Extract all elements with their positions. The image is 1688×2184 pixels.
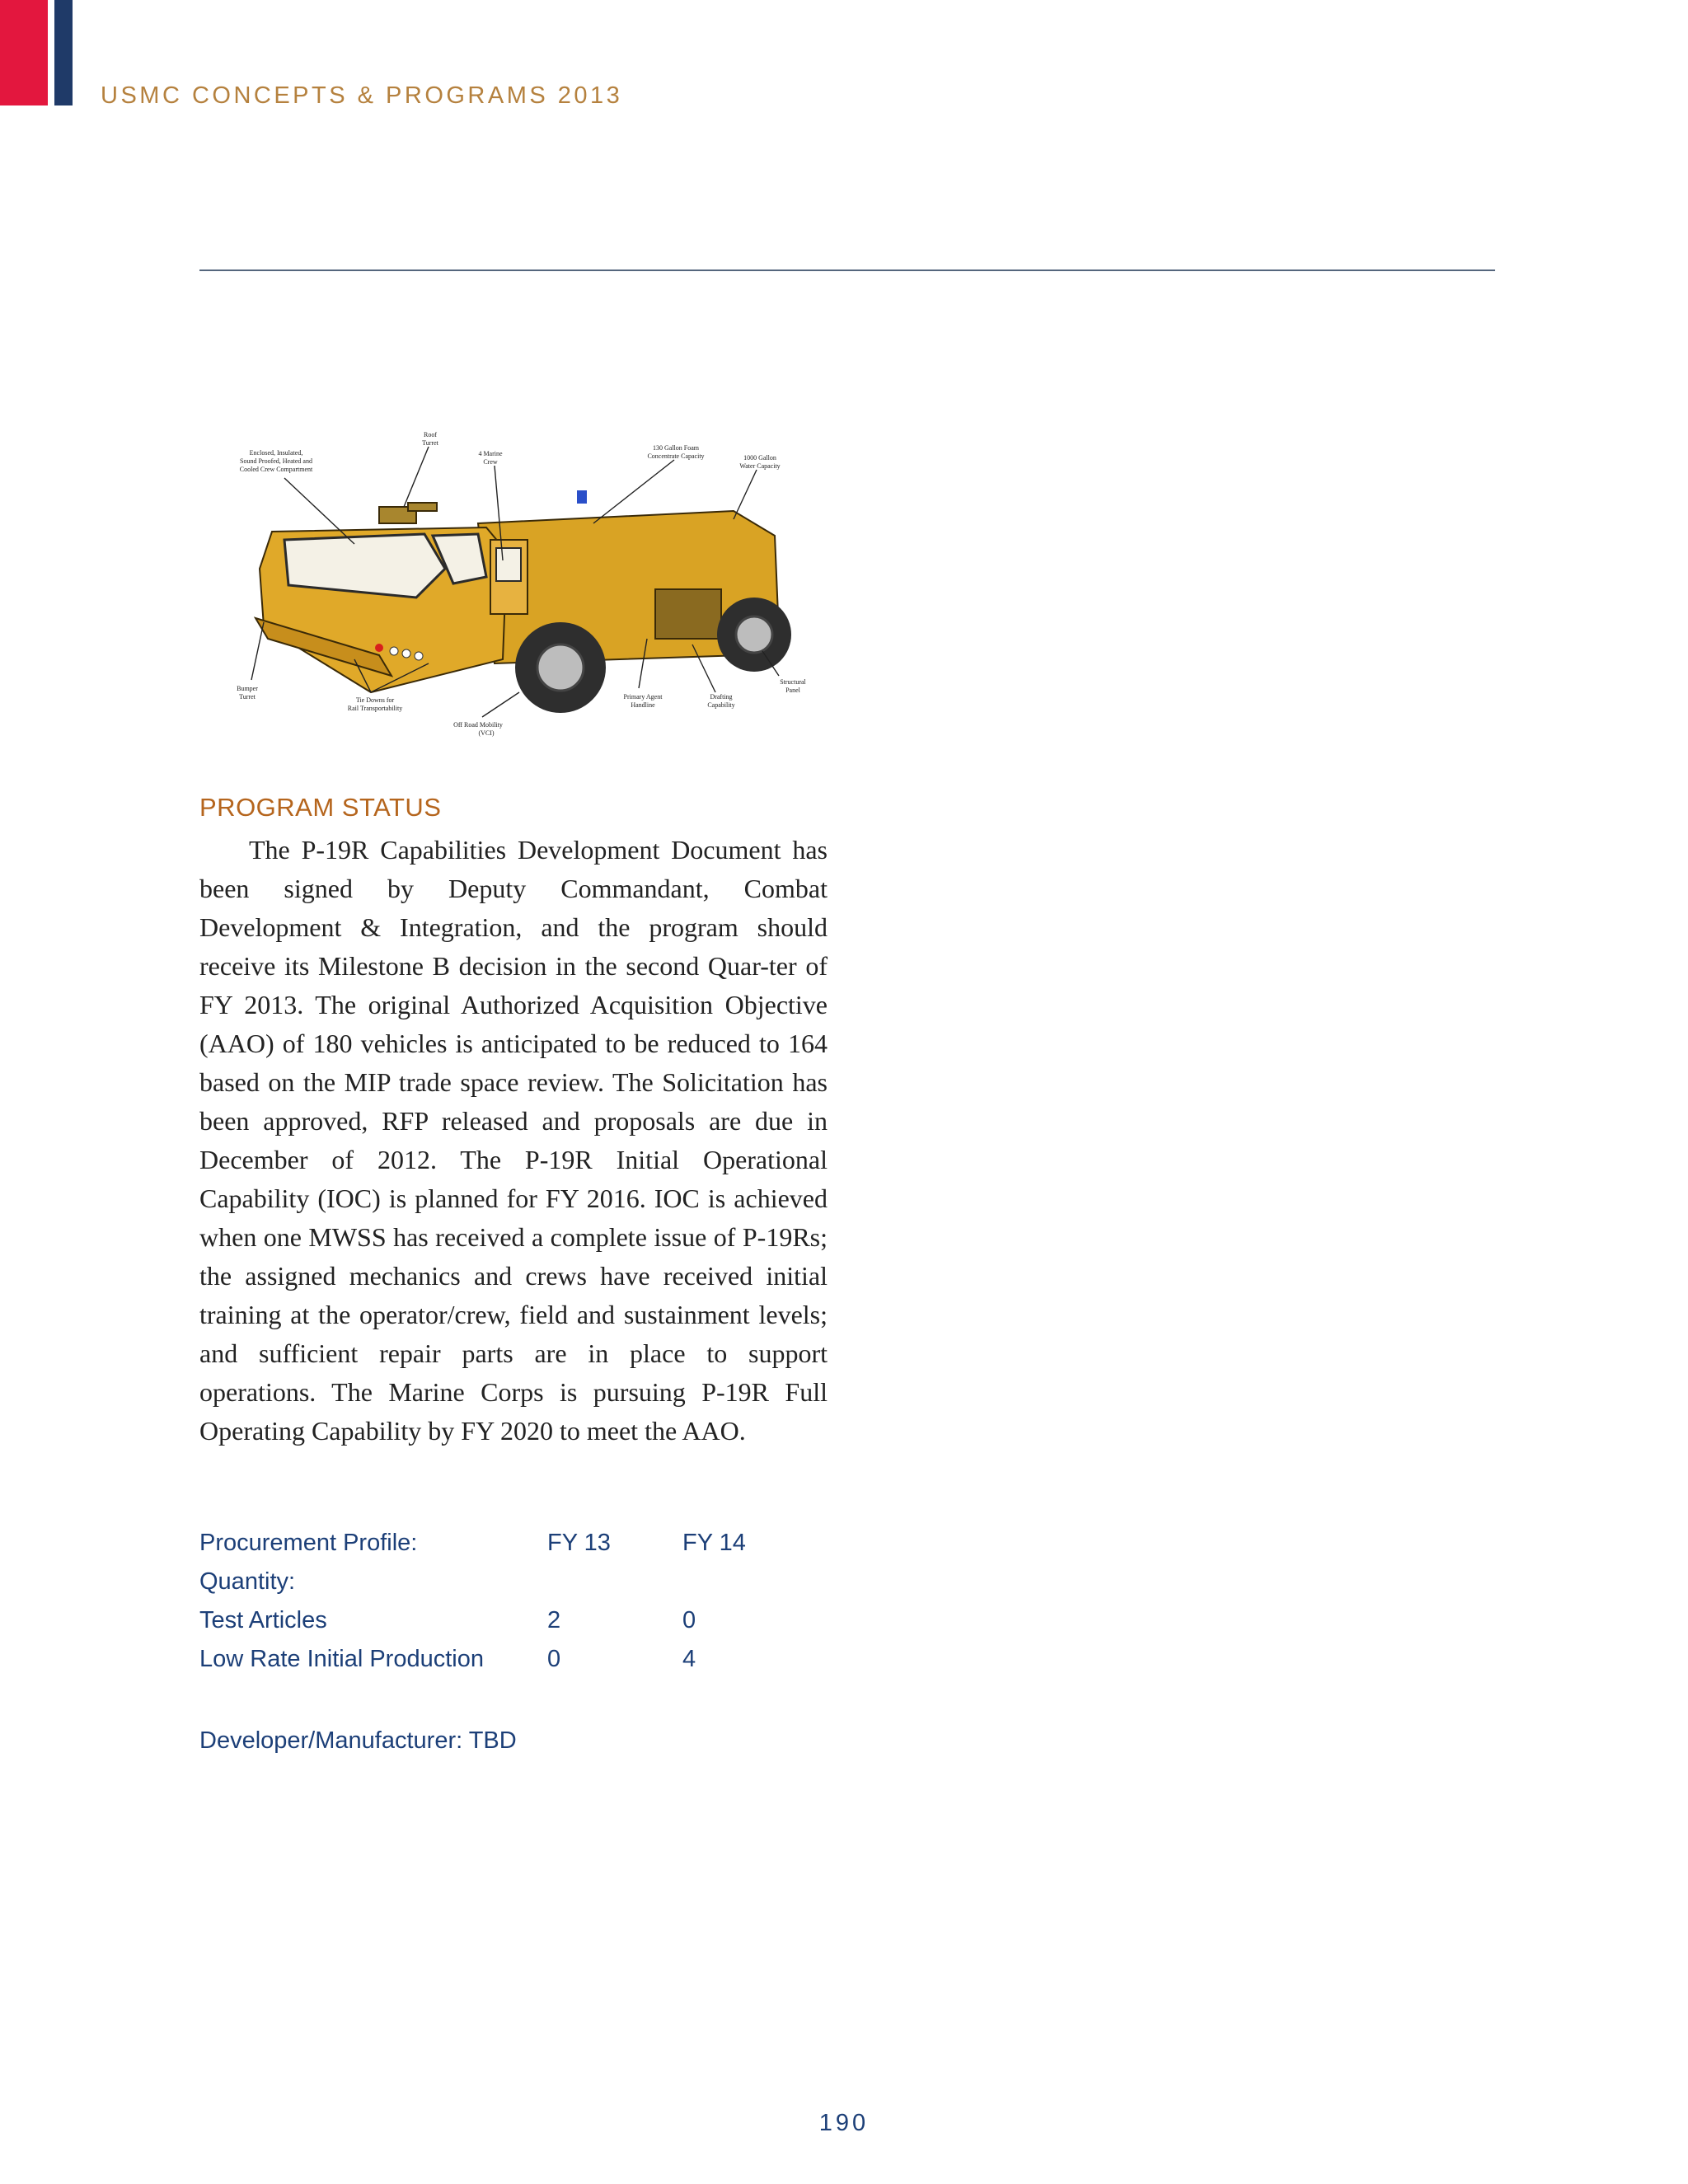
callout-bumper-turret-2: Turret — [239, 693, 256, 701]
callout-structural-panel-1: Structural — [780, 678, 806, 686]
row-fy14-value: 0 — [682, 1607, 696, 1633]
callout-water-capacity-1: 1000 Gallon — [743, 454, 776, 462]
callout-crew-compartment-2: Sound Proofed, Heated and — [240, 457, 312, 465]
callout-drafting-2: Capability — [707, 701, 735, 709]
callout-foam-capacity-2: Concentrate Capacity — [647, 452, 705, 460]
callout-off-road-1: Off Road Mobility — [453, 721, 503, 729]
callout-water-capacity-2: Water Capacity — [739, 462, 781, 470]
callout-tie-downs-2: Rail Transportability — [347, 705, 403, 712]
callout-primary-agent-2: Handline — [631, 701, 655, 709]
callout-crew-compartment-3: Cooled Crew Compartment — [239, 466, 313, 473]
callout-roof-turret-2: Turret — [422, 439, 438, 447]
fire-truck-body — [256, 490, 791, 713]
program-status-body: The P-19R Capabilities Development Document has been signed by Deputy Commandant, Combat Development & Integration, and the program should receive its Milestone B decision in the second Quar-ter of FY 2013. The original Authorized Acquisition Objective (AAO) of 180 vehicles is anticipated to be reduced to 164 based on the MIP trade space review. The Solicitation has been approved, RFP released and proposals are due in December of 2012. The P-19R Initial Operational Capability (IOC) is planned for FY 2016. IOC is achieved when one MWSS has received a complete issue of P-19Rs; the assigned mechanics and crews have received initial training at the operator/crew, field and sustainment levels; and sufficient repair parts are in place to support operations. The Marine Corps is pursuing P-19R Full Operating Capability by FY 2020 to meet the AAO. — [199, 835, 828, 1446]
quantity-label: Quantity: — [199, 1568, 296, 1595]
callout-crew-compartment-1: Enclosed, Insulated, — [249, 449, 303, 457]
header-rule — [199, 269, 1495, 271]
fy13-header: FY 13 — [547, 1530, 611, 1556]
header-red-bar — [0, 0, 48, 105]
callout-roof-turret-1: Roof — [424, 431, 437, 438]
row-fy13-value: 2 — [547, 1607, 561, 1633]
callout-marine-crew-1: 4 Marine — [478, 450, 503, 457]
page-number: 190 — [818, 2110, 870, 2136]
procurement-profile-label: Procurement Profile: — [199, 1530, 418, 1556]
row-fy14-value: 4 — [682, 1646, 696, 1672]
callout-off-road-2: (VCI) — [478, 729, 495, 737]
row-label: Low Rate Initial Production — [199, 1646, 484, 1672]
header-navy-bar — [54, 0, 73, 105]
callout-marine-crew-2: Crew — [483, 458, 498, 466]
callout-tie-downs-1: Tie Downs for — [355, 696, 395, 704]
running-head: USMC CONCEPTS & PROGRAMS 2013 — [101, 82, 623, 109]
callout-foam-capacity-1: 130 Gallon Foam — [653, 444, 699, 452]
callout-primary-agent-1: Primary Agent — [623, 693, 663, 701]
row-label: Test Articles — [199, 1607, 327, 1633]
callout-drafting-1: Drafting — [710, 693, 733, 701]
row-fy13-value: 0 — [547, 1646, 561, 1672]
callout-bumper-turret-1: Bumper — [237, 685, 258, 692]
program-status-heading: PROGRAM STATUS — [199, 793, 442, 822]
developer-manufacturer: Developer/Manufacturer: TBD — [199, 1727, 517, 1754]
fy14-header: FY 14 — [682, 1530, 746, 1556]
callout-structural-panel-2: Panel — [785, 687, 800, 694]
fire-truck-illustration — [206, 429, 824, 758]
vehicle-figure — [206, 429, 824, 758]
